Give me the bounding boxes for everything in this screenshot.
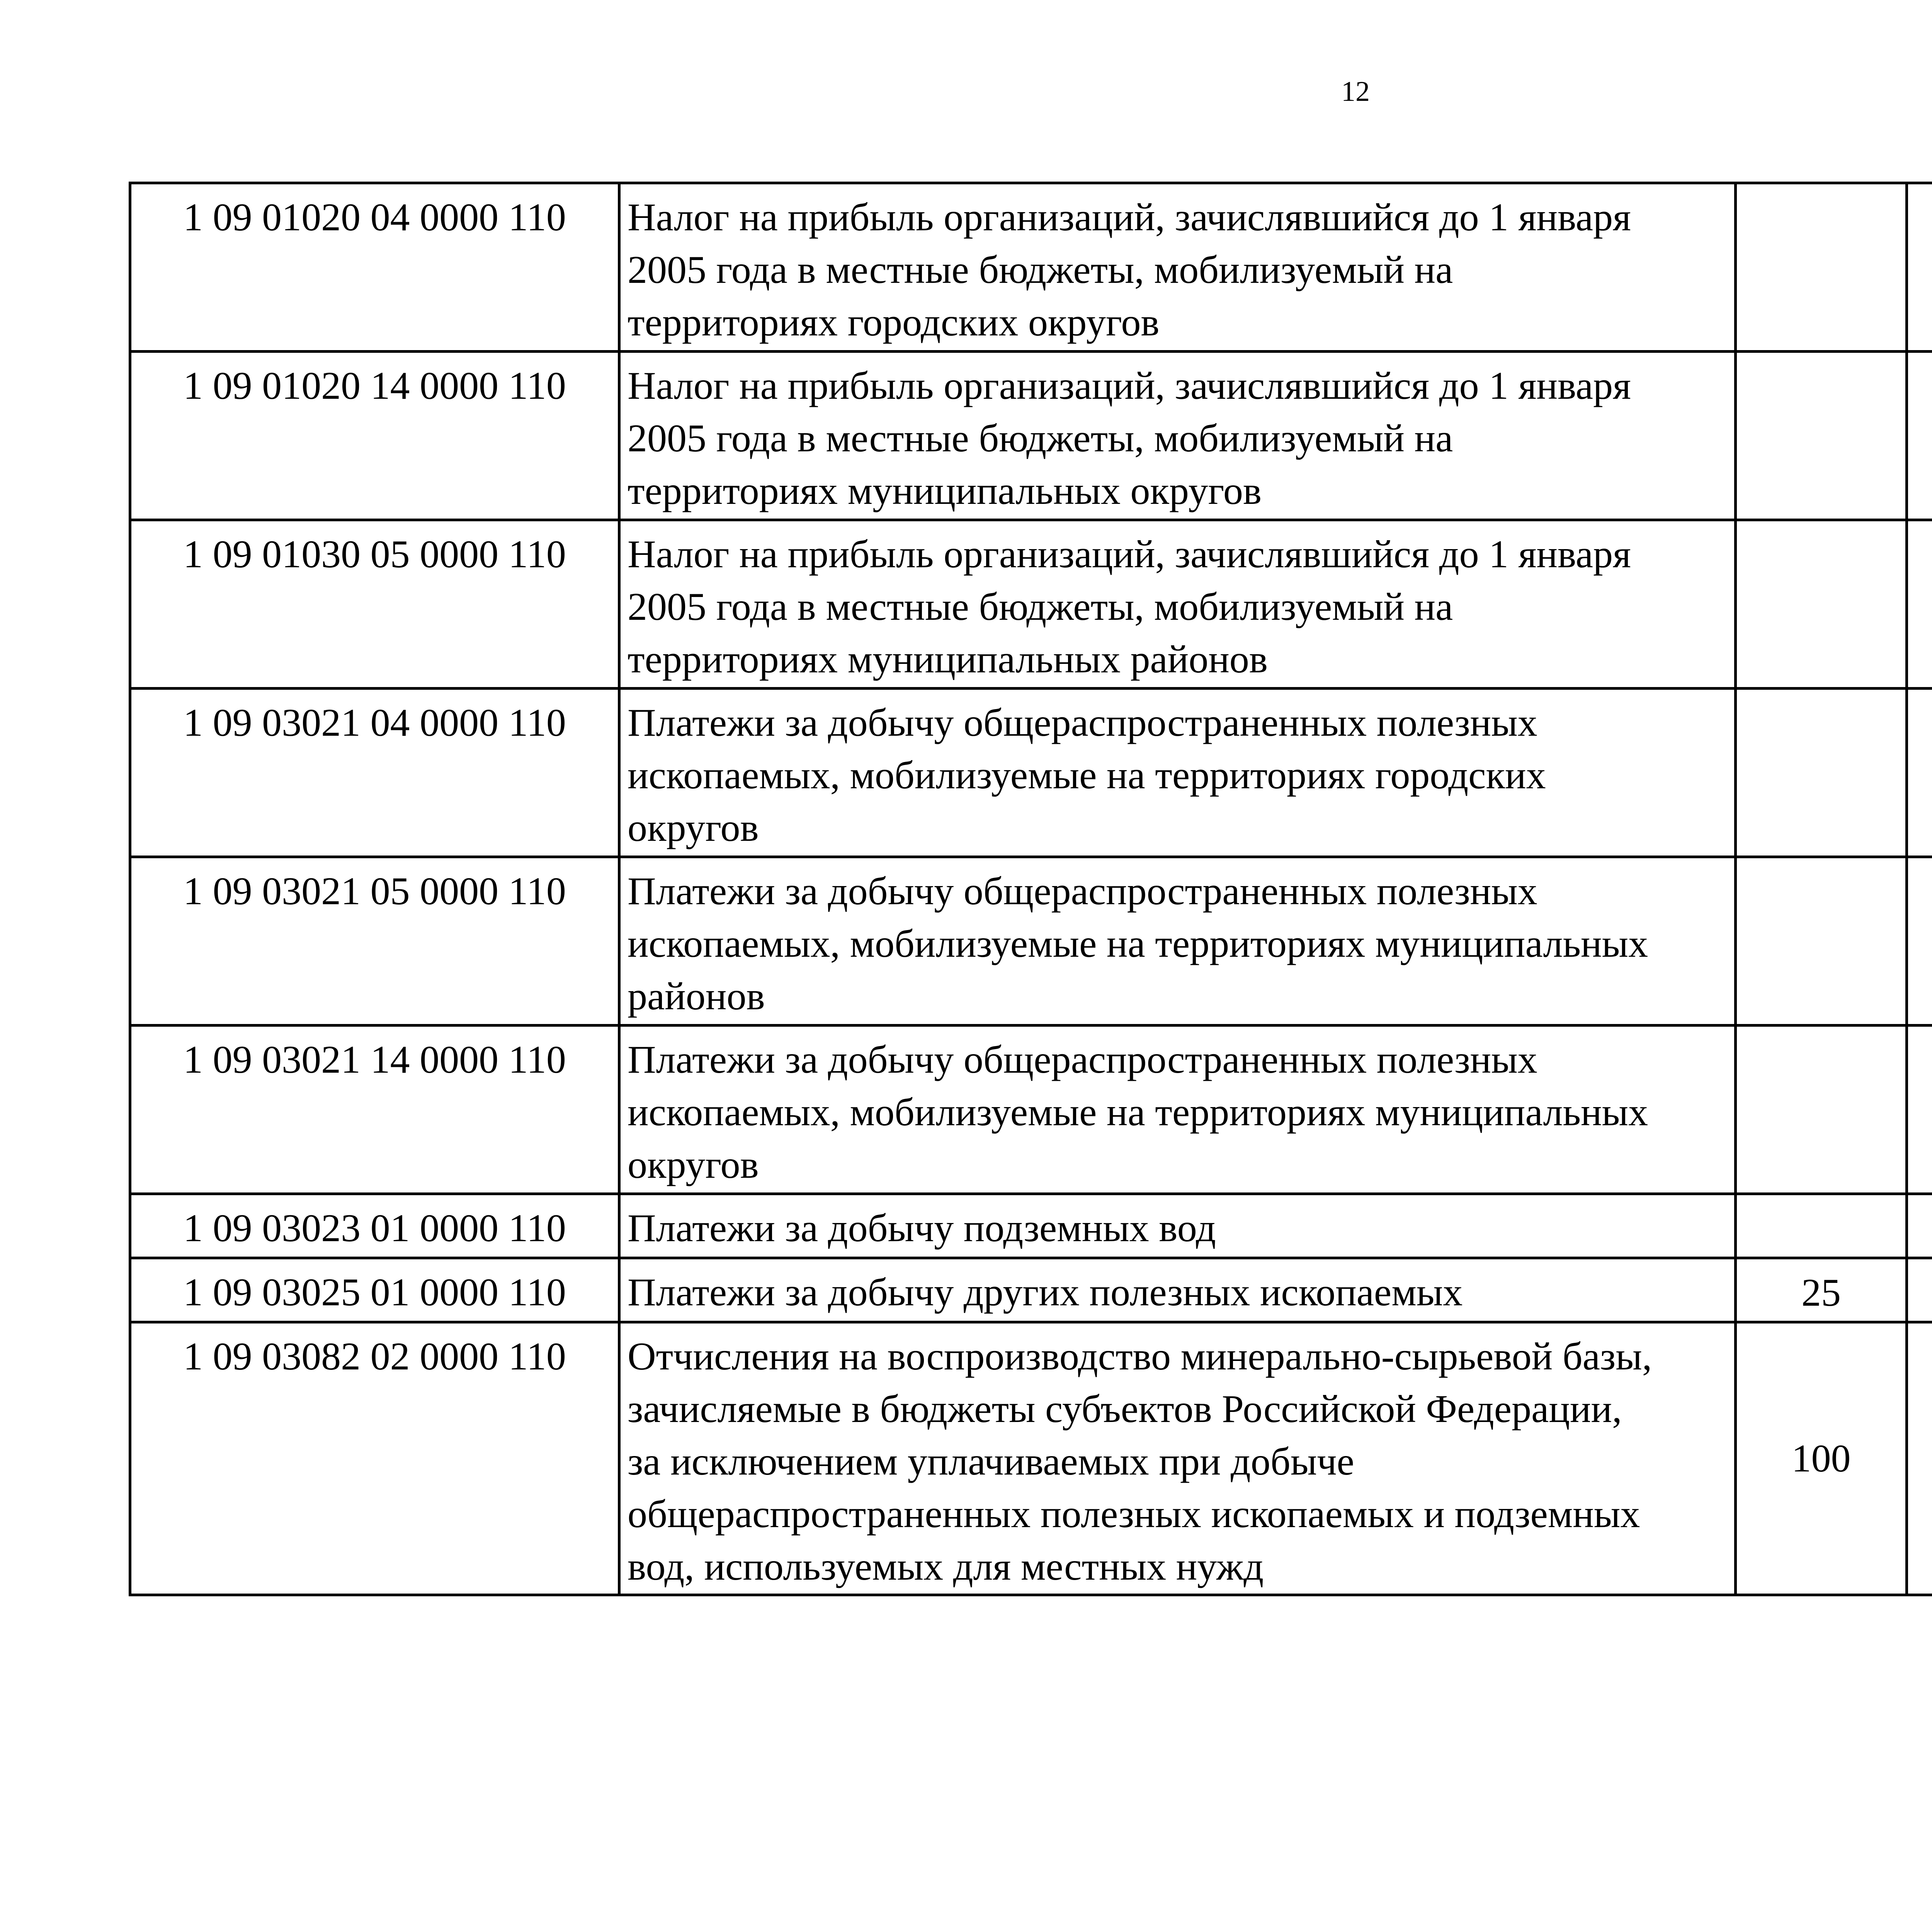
- table-body: [130, 183, 1932, 1595]
- revenue-name-line: за исключением уплачиваемых при добыче: [628, 1440, 1354, 1483]
- share-cell-1: [1736, 183, 1907, 352]
- budget-code-cell: 1 09 01020 14 0000 110: [130, 352, 619, 520]
- share-cell-1: [1736, 352, 1907, 520]
- revenue-name-line: Платежи за добычу общераспространенных полезных: [628, 1038, 1537, 1082]
- budget-code-cell: 1 09 03021 04 0000 110: [130, 689, 619, 857]
- table-row: [130, 1322, 1932, 1595]
- share-cell-1: [1736, 1026, 1907, 1194]
- share-cell-2: [1907, 1194, 1932, 1258]
- revenue-name-line: территориях городских округов: [628, 301, 1160, 344]
- revenue-name-line: Отчисления на воспроизводство минерально-сырьевой базы,: [628, 1335, 1652, 1378]
- budget-code-cell: 1 09 03023 01 0000 110: [130, 1194, 619, 1258]
- share-cell-2: [1907, 1258, 1932, 1322]
- revenue-name-line: 2005 года в местные бюджеты, мобилизуемый на: [628, 585, 1453, 629]
- table-row: [130, 183, 1932, 352]
- revenue-name-cell: [619, 1322, 1736, 1595]
- revenue-name-line: ископаемых, мобилизуемые на территориях городских: [628, 754, 1546, 797]
- share-cell-2: [1907, 1322, 1932, 1595]
- revenue-name-cell: [619, 1026, 1736, 1194]
- share-cell-2: [1907, 183, 1932, 352]
- revenue-name-cell: [619, 352, 1736, 520]
- budget-code-cell: 1 09 01030 05 0000 110: [130, 520, 619, 689]
- revenue-name-line: Платежи за добычу общераспространенных полезных: [628, 701, 1537, 745]
- revenue-distribution-table: [129, 182, 1932, 1596]
- share-cell-2: [1907, 857, 1932, 1026]
- share-cell-2: [1907, 689, 1932, 857]
- revenue-name-line: зачисляемые в бюджеты субъектов Российской Федерации,: [628, 1387, 1622, 1431]
- revenue-name-line: районов: [628, 975, 765, 1018]
- revenue-name-line: округов: [628, 806, 759, 850]
- table-row: [130, 689, 1932, 857]
- share-cell-2: [1907, 520, 1932, 689]
- table-row: [130, 352, 1932, 520]
- revenue-name-cell: [619, 1194, 1736, 1258]
- revenue-name-line: округов: [628, 1143, 759, 1187]
- revenue-name-cell: [619, 1258, 1736, 1322]
- revenue-name-line: ископаемых, мобилизуемые на территориях муниципальных: [628, 922, 1648, 966]
- share-cell-1: [1736, 857, 1907, 1026]
- revenue-name-cell: [619, 857, 1736, 1026]
- revenue-name-line: 2005 года в местные бюджеты, мобилизуемый на: [628, 248, 1453, 292]
- revenue-name-line: Платежи за добычу других полезных ископаемых: [628, 1271, 1463, 1314]
- revenue-name-cell: [619, 689, 1736, 857]
- revenue-name-line: территориях муниципальных районов: [628, 638, 1268, 681]
- revenue-name-cell: [619, 520, 1736, 689]
- revenue-name-line: Налог на прибыль организаций, зачислявшийся до 1 января: [628, 532, 1631, 576]
- revenue-name-line: территориях муниципальных округов: [628, 469, 1262, 513]
- revenue-name-line: Платежи за добычу общераспространенных полезных: [628, 869, 1537, 913]
- budget-code-cell: 1 09 01020 04 0000 110: [130, 183, 619, 352]
- table-row: [130, 1026, 1932, 1194]
- budget-code-cell: 1 09 03021 05 0000 110: [130, 857, 619, 1026]
- table-row: [130, 520, 1932, 689]
- share-cell-2: [1907, 1026, 1932, 1194]
- revenue-name-line: 2005 года в местные бюджеты, мобилизуемый на: [628, 417, 1453, 460]
- budget-code-cell: 1 09 03021 14 0000 110: [130, 1026, 619, 1194]
- share-cell-1: 25: [1736, 1258, 1907, 1322]
- share-cell-1: [1736, 1194, 1907, 1258]
- table-row: [130, 857, 1932, 1026]
- revenue-name-line: Налог на прибыль организаций, зачислявшийся до 1 января: [628, 196, 1631, 239]
- table-row: [130, 1194, 1932, 1258]
- budget-code-cell: 1 09 03025 01 0000 110: [130, 1258, 619, 1322]
- share-cell-1: [1736, 520, 1907, 689]
- page-number: 12: [1341, 76, 1370, 107]
- share-cell-1: [1736, 689, 1907, 857]
- revenue-name-line: вод, используемых для местных нужд: [628, 1545, 1264, 1589]
- share-cell-2: [1907, 352, 1932, 520]
- budget-code-cell: 1 09 03082 02 0000 110: [130, 1322, 619, 1595]
- revenue-name-line: общераспространенных полезных ископаемых и подземных: [628, 1492, 1640, 1536]
- revenue-name-cell: [619, 183, 1736, 352]
- share-cell-1: 100: [1736, 1322, 1907, 1595]
- revenue-name-line: Налог на прибыль организаций, зачислявшийся до 1 января: [628, 364, 1631, 408]
- table-row: [130, 1258, 1932, 1322]
- revenue-name-line: ископаемых, мобилизуемые на территориях муниципальных: [628, 1090, 1648, 1134]
- revenue-name-line: Платежи за добычу подземных вод: [628, 1206, 1216, 1250]
